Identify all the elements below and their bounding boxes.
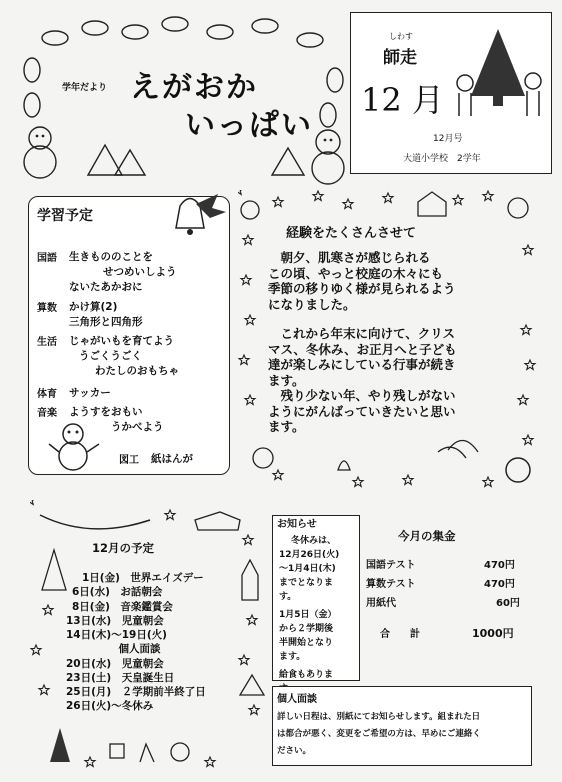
message-body — [268, 250, 530, 435]
month-box — [350, 12, 552, 174]
newsletter-title-line2: いっぱい — [185, 108, 313, 143]
notice-line: 冬休みは、 — [291, 536, 337, 546]
subject-line: 三角形と四角形 — [69, 316, 143, 328]
event-item: 23日(土) 天皇誕生日 — [66, 672, 175, 684]
subject-line: わたしのおもちゃ — [95, 365, 179, 377]
bell-icon — [160, 186, 230, 246]
event-item: 13日(水) 児童朝会 — [66, 615, 164, 627]
message-line: 残り少ない年、やり残しがない — [268, 388, 456, 403]
subject-line: ないたあかおに — [69, 281, 143, 293]
message-line: この頃、やっと校庭の木々にも — [268, 265, 444, 281]
subject-label: 算数 — [37, 303, 57, 314]
fee-label: 用紙代 — [366, 598, 396, 609]
interview-line: ださい。 — [277, 746, 312, 756]
notice-line: ～1月4日(木) — [279, 564, 336, 574]
fee-amount: 470円 — [484, 579, 515, 590]
event-item: 6日(水) お話朝会 — [72, 586, 163, 598]
subject-label: 図工 — [119, 455, 139, 466]
fee-label: 国語テスト — [366, 560, 416, 571]
notice-heading: お知らせ — [277, 519, 317, 530]
subject-line: うかべよう — [111, 421, 164, 433]
event-item: 26日(火)～冬休み — [66, 700, 154, 712]
message-line: ます。 — [268, 419, 305, 434]
subject-line: せつめいしよう — [103, 266, 177, 278]
notice-line: までとなりま — [279, 578, 334, 588]
interview-line: は都合が悪く、変更をご希望の方は、早めにご連絡く — [277, 729, 481, 739]
subject-line: かけ算(2) — [69, 301, 118, 313]
message-line: 達が楽しみにしている行事が続き — [268, 357, 456, 372]
events-heading: 12月の予定 — [92, 541, 155, 555]
school-name: 大道小学校 2学年 — [403, 154, 481, 164]
message-line: 季節の移りゆく様が見られるよう — [268, 281, 456, 296]
message-line: 朝夕、肌寒さが感じられる — [268, 250, 431, 265]
month-name: 師走 — [383, 48, 417, 68]
notice-line: す。 — [279, 592, 297, 602]
fee-label: 算数テスト — [366, 579, 416, 590]
notice-line: 給食もありま — [279, 670, 334, 680]
christmas-tree-icon — [451, 21, 546, 121]
message-line: ます。 — [268, 372, 305, 388]
subject-line: サッカー — [69, 387, 111, 399]
notice-line: 12月26日(火) — [279, 550, 340, 560]
snowman-icon — [47, 422, 107, 472]
subject-line: うごくうごく — [79, 350, 142, 362]
notice-line: ます。 — [279, 652, 306, 662]
subject-label: 生活 — [37, 337, 57, 348]
notice-line: 1月5日（金） — [279, 610, 337, 620]
event-item: 8日(金) 音楽鑑賞会 — [72, 601, 173, 613]
newsletter-label: 学年だより — [62, 83, 108, 93]
message-line: これから年末に向けて、クリス — [268, 326, 456, 341]
fee-total-label: 合 計 — [380, 629, 420, 640]
fee-amount: 470円 — [484, 560, 515, 571]
notice-box — [272, 515, 360, 681]
message-line: マス、冬休み、お正月へと子ども — [268, 341, 457, 357]
message-line: になりました。 — [268, 296, 356, 312]
study-plan-heading: 学習予定 — [37, 208, 93, 224]
interview-body — [277, 709, 481, 760]
event-item: 25日(月) ２学期前半終了日 — [66, 686, 206, 698]
subject-line: 紙はんが — [151, 453, 193, 465]
fee-total-amount: 1000円 — [472, 627, 514, 640]
notice-body — [279, 534, 339, 696]
subject-line: ようすをおもい — [69, 406, 143, 418]
notice-line: から２学期後 — [279, 624, 334, 634]
interview-line: 詳しい日程は、別紙にてお知らせします。組まれた日 — [277, 712, 481, 722]
event-item: 14日(木)～19日(火) — [66, 629, 167, 641]
fee-amount: 60円 — [496, 598, 520, 609]
message-line: ようにがんばっていきたいと思い — [268, 403, 456, 419]
interview-heading: 個人面談 — [277, 694, 317, 705]
subject-label: 体育 — [37, 389, 57, 400]
subject-label: 音楽 — [37, 408, 57, 419]
interview-box — [272, 686, 532, 766]
month-number: 12 月 — [361, 81, 444, 119]
month-reading: しわす — [389, 32, 413, 41]
subject-label: 国語 — [37, 253, 57, 264]
message-heading: 経験をたくさんさせて — [286, 226, 417, 241]
subject-line: 生きもののことを — [69, 251, 153, 263]
event-item: 1日(金) 世界エイズデー — [82, 572, 204, 584]
event-item: 個人面談 — [66, 643, 161, 655]
notice-line: 半開始となり — [279, 638, 334, 648]
issue-number: 12月号 — [433, 134, 463, 144]
subject-line: じゃがいもを育てよう — [69, 335, 174, 347]
newsletter-title-line1: えがおか — [130, 70, 258, 105]
event-item: 20日(水) 児童朝会 — [66, 658, 164, 670]
fees-heading: 今月の集金 — [398, 529, 456, 543]
